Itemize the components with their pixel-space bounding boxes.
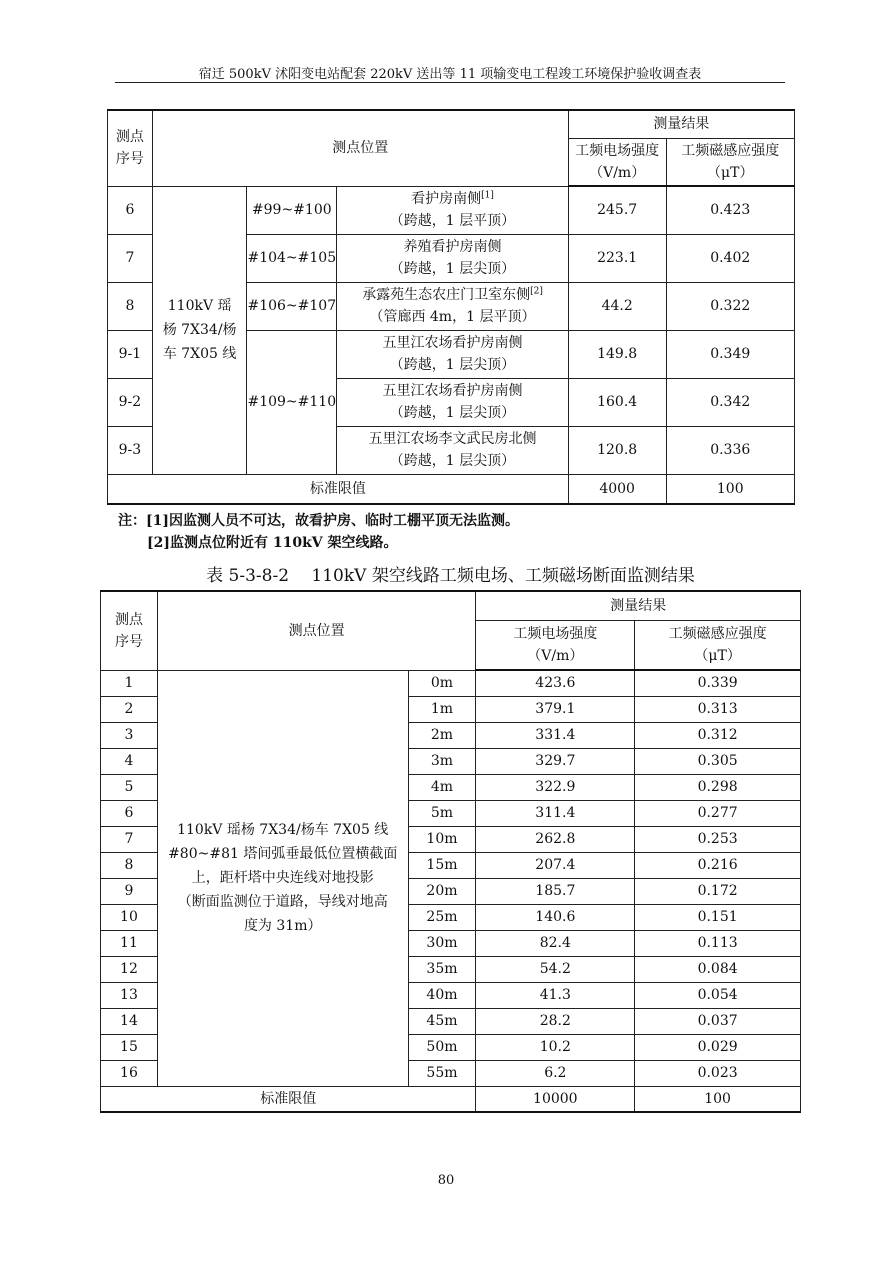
b-value-cell: 0.253 <box>635 826 801 852</box>
seq-cell: 1 <box>101 670 158 696</box>
e-value-cell: 322.9 <box>476 774 635 800</box>
e-value-cell: 28.2 <box>476 1008 635 1034</box>
location-cell: 五里江农场李文武民房北侧 （跨越，1 层尖顶） <box>337 426 569 474</box>
e-value-cell: 54.2 <box>476 956 635 982</box>
seq-cell: 4 <box>101 748 158 774</box>
header-seq: 测点 序号 <box>108 110 153 186</box>
seq-cell: 7 <box>101 826 158 852</box>
b-value-cell: 0.298 <box>635 774 801 800</box>
location-cell: 五里江农场看护房南侧 （跨越，1 层尖顶） <box>337 330 569 378</box>
e-value-cell: 311.4 <box>476 800 635 826</box>
document-header-title: 宿迁 500kV 沭阳变电站配套 220kV 送出等 11 项输变电工程竣工环境保护验收调查表 <box>198 67 702 82</box>
seq-cell: 9-1 <box>108 330 153 378</box>
e-value-cell: 41.3 <box>476 982 635 1008</box>
seq-cell: 7 <box>108 234 153 282</box>
e-value-cell: 6.2 <box>476 1060 635 1086</box>
distance-cell: 1m <box>408 696 476 722</box>
b-value-cell: 0.423 <box>666 186 794 234</box>
e-value-cell: 160.4 <box>568 378 666 426</box>
distance-cell: 15m <box>408 852 476 878</box>
monitoring-table-2 <box>100 590 801 1113</box>
span-cell: #99~#100 <box>247 186 337 234</box>
location-cell: 养殖看护房南侧 （跨越，1 层尖顶） <box>337 234 569 282</box>
location-cell: 五里江农场看护房南侧 （跨越，1 层尖顶） <box>337 378 569 426</box>
header-e-field: 工频电场强度 （V/m） <box>568 138 666 186</box>
limit-label: 标准限值 <box>101 1086 476 1112</box>
b-value-cell: 0.312 <box>635 722 801 748</box>
note-2: [2]监测点位附近有 110kV 架空线路。 <box>147 535 398 551</box>
b-value-cell: 0.084 <box>635 956 801 982</box>
b-value-cell: 0.277 <box>635 800 801 826</box>
e-value-cell: 329.7 <box>476 748 635 774</box>
b-value-cell: 0.054 <box>635 982 801 1008</box>
b-value-cell: 0.037 <box>635 1008 801 1034</box>
seq-cell: 13 <box>101 982 158 1008</box>
e-value-cell: 140.6 <box>476 904 635 930</box>
monitoring-table-1 <box>107 109 795 505</box>
b-value-cell: 0.313 <box>635 696 801 722</box>
b-value-cell: 0.342 <box>666 378 794 426</box>
seq-cell: 2 <box>101 696 158 722</box>
span-cell: #104~#105 <box>247 234 337 282</box>
seq-cell: 9-2 <box>108 378 153 426</box>
b-value-cell: 0.339 <box>635 670 801 696</box>
distance-cell: 3m <box>408 748 476 774</box>
seq-cell: 6 <box>101 800 158 826</box>
distance-cell: 10m <box>408 826 476 852</box>
seq-cell: 6 <box>108 186 153 234</box>
distance-cell: 5m <box>408 800 476 826</box>
e-value-cell: 149.8 <box>568 330 666 378</box>
limit-e-value: 4000 <box>568 474 666 504</box>
limit-b-value: 100 <box>666 474 794 504</box>
b-value-cell: 0.172 <box>635 878 801 904</box>
b-value-cell: 0.113 <box>635 930 801 956</box>
seq-cell: 9-3 <box>108 426 153 474</box>
header-rule <box>115 82 785 83</box>
distance-cell: 55m <box>408 1060 476 1086</box>
header-e-field: 工频电场强度 （V/m） <box>476 620 635 670</box>
seq-cell: 12 <box>101 956 158 982</box>
e-value-cell: 379.1 <box>476 696 635 722</box>
span-cell: #106~#107 <box>247 282 337 330</box>
e-value-cell: 331.4 <box>476 722 635 748</box>
line-name-cell: 110kV 瑶 杨 7X34/杨 车 7X05 线 <box>152 186 247 474</box>
span-cell: #109~#110 <box>247 330 337 474</box>
seq-cell: 5 <box>101 774 158 800</box>
distance-cell: 20m <box>408 878 476 904</box>
seq-cell: 8 <box>101 852 158 878</box>
header-b-field: 工频磁感应强度 （μT） <box>666 138 794 186</box>
header-result: 测量结果 <box>476 591 801 620</box>
seq-cell: 15 <box>101 1034 158 1060</box>
distance-cell: 30m <box>408 930 476 956</box>
e-value-cell: 223.1 <box>568 234 666 282</box>
header-seq: 测点 序号 <box>101 591 158 670</box>
e-value-cell: 207.4 <box>476 852 635 878</box>
b-value-cell: 0.029 <box>635 1034 801 1060</box>
b-value-cell: 0.336 <box>666 426 794 474</box>
b-value-cell: 0.151 <box>635 904 801 930</box>
page-number: 80 <box>437 1173 455 1188</box>
note-1: 注：[1]因监测人员不可达，故看护房、临时工棚平顶无法监测。 <box>118 513 519 529</box>
e-value-cell: 44.2 <box>568 282 666 330</box>
section-location-cell: 110kV 瑶杨 7X34/杨车 7X05 线 #80~#81 塔间弧垂最低位置横截面 上，距杆塔中央连线对地投影 （断面监测位于道路，导线对地高 度为 31m） <box>157 670 408 1086</box>
header-position: 测点位置 <box>152 110 568 186</box>
b-value-cell: 0.402 <box>666 234 794 282</box>
distance-cell: 40m <box>408 982 476 1008</box>
b-value-cell: 0.349 <box>666 330 794 378</box>
e-value-cell: 185.7 <box>476 878 635 904</box>
distance-cell: 50m <box>408 1034 476 1060</box>
e-value-cell: 262.8 <box>476 826 635 852</box>
b-value-cell: 0.023 <box>635 1060 801 1086</box>
b-value-cell: 0.305 <box>635 748 801 774</box>
seq-cell: 3 <box>101 722 158 748</box>
limit-e-value: 10000 <box>476 1086 635 1112</box>
header-result: 测量结果 <box>568 110 794 138</box>
seq-cell: 8 <box>108 282 153 330</box>
distance-cell: 25m <box>408 904 476 930</box>
seq-cell: 14 <box>101 1008 158 1034</box>
e-value-cell: 245.7 <box>568 186 666 234</box>
seq-cell: 9 <box>101 878 158 904</box>
limit-b-value: 100 <box>635 1086 801 1112</box>
table-caption: 表 5-3-8-2 110kV 架空线路工频电场、工频磁场断面监测结果 <box>206 566 695 586</box>
distance-cell: 0m <box>408 670 476 696</box>
seq-cell: 11 <box>101 930 158 956</box>
location-cell: 看护房南侧[1] （跨越，1 层平顶） <box>337 186 569 234</box>
distance-cell: 4m <box>408 774 476 800</box>
header-b-field: 工频磁感应强度 （μT） <box>635 620 801 670</box>
distance-cell: 2m <box>408 722 476 748</box>
location-cell: 承露苑生态农庄门卫室东侧[2] （管廊西 4m，1 层平顶） <box>337 282 569 330</box>
seq-cell: 16 <box>101 1060 158 1086</box>
e-value-cell: 82.4 <box>476 930 635 956</box>
table-notes <box>118 510 519 554</box>
e-value-cell: 423.6 <box>476 670 635 696</box>
e-value-cell: 10.2 <box>476 1034 635 1060</box>
distance-cell: 35m <box>408 956 476 982</box>
b-value-cell: 0.322 <box>666 282 794 330</box>
header-position: 测点位置 <box>157 591 476 670</box>
b-value-cell: 0.216 <box>635 852 801 878</box>
e-value-cell: 120.8 <box>568 426 666 474</box>
seq-cell: 10 <box>101 904 158 930</box>
distance-cell: 45m <box>408 1008 476 1034</box>
limit-label: 标准限值 <box>108 474 569 504</box>
